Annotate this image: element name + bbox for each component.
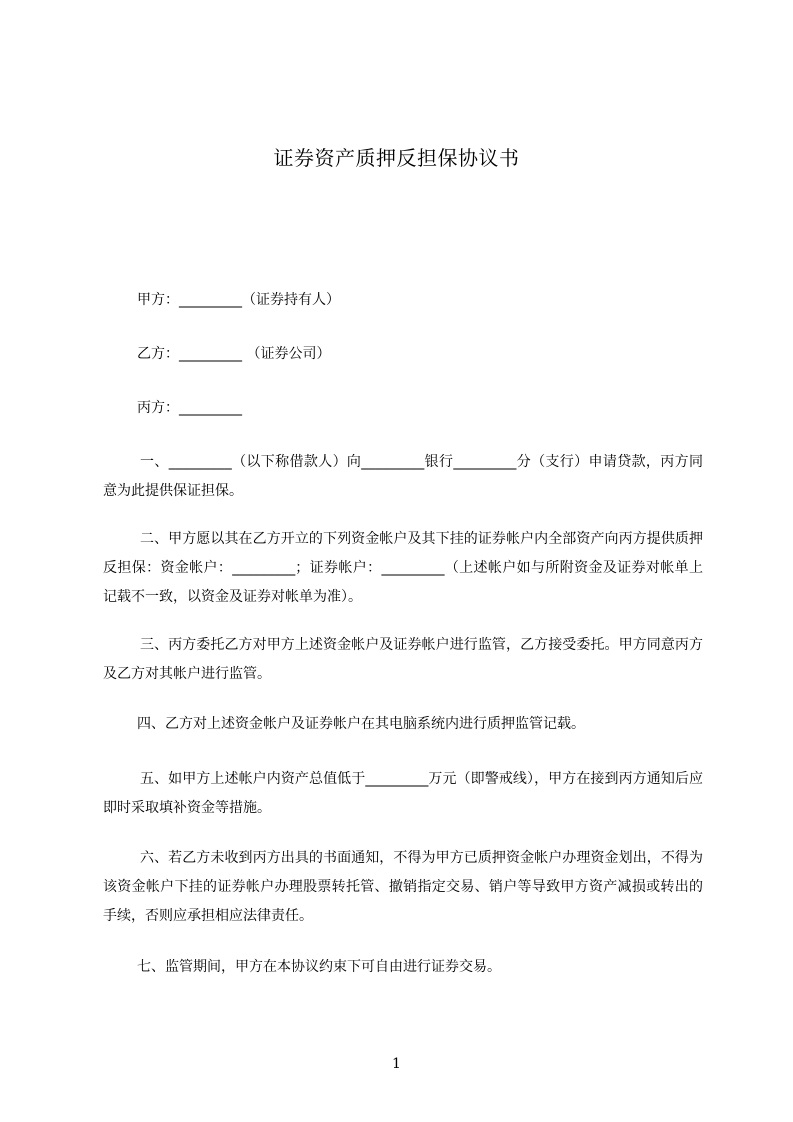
document-title: 证券资产质押反担保协议书 xyxy=(273,146,520,170)
clause-6: 六、若乙方未收到丙方出具的书面通知，不得为甲方已质押资金帐户办理资金划出，不得为该资金帐户下挂的证券帐户办理股票转托管、撤销指定交易、销户等导致甲方资产减损或转出的手续，否则应承担相应法律责任。 xyxy=(103,850,703,924)
page-number: 1 xyxy=(392,1056,401,1072)
clause-3: 三、丙方委托乙方对甲方上述资金帐户及证券帐户进行监管，乙方接受委托。甲方同意丙方及乙方对其帐户进行监管。 xyxy=(103,637,703,682)
clause-7: 七、监管期间，甲方在本协议约束下可自由进行证券交易。 xyxy=(137,959,501,975)
clause-4: 四、乙方对上述资金帐户及证券帐户在其电脑系统内进行质押监管记载。 xyxy=(137,716,585,732)
clause-2: 二、甲方愿以其在乙方开立的下列资金帐户及其下挂的证券帐户内全部资产向丙方提供质押反担保：资金帐户：_________；证券帐户：_________（上述帐户如与所附资金及证券对帐单上记载不一致，以资金及证券对帐单为准）。 xyxy=(103,531,703,605)
party-c-line: 丙方：_________ xyxy=(137,400,242,416)
party-a-line: 甲方：_________（证券持有人） xyxy=(137,292,340,308)
party-b-line: 乙方：_________ （证券公司） xyxy=(137,346,331,362)
clause-5: 五、如甲方上述帐户内资产总值低于_________万元（即警戒线），甲方在接到丙方通知后应即时采取填补资金等措施。 xyxy=(103,771,703,816)
clause-1: 一、_________（以下称借款人）向_________银行_________分（支行）申请贷款，丙方同意为此提供保证担保。 xyxy=(103,454,703,499)
